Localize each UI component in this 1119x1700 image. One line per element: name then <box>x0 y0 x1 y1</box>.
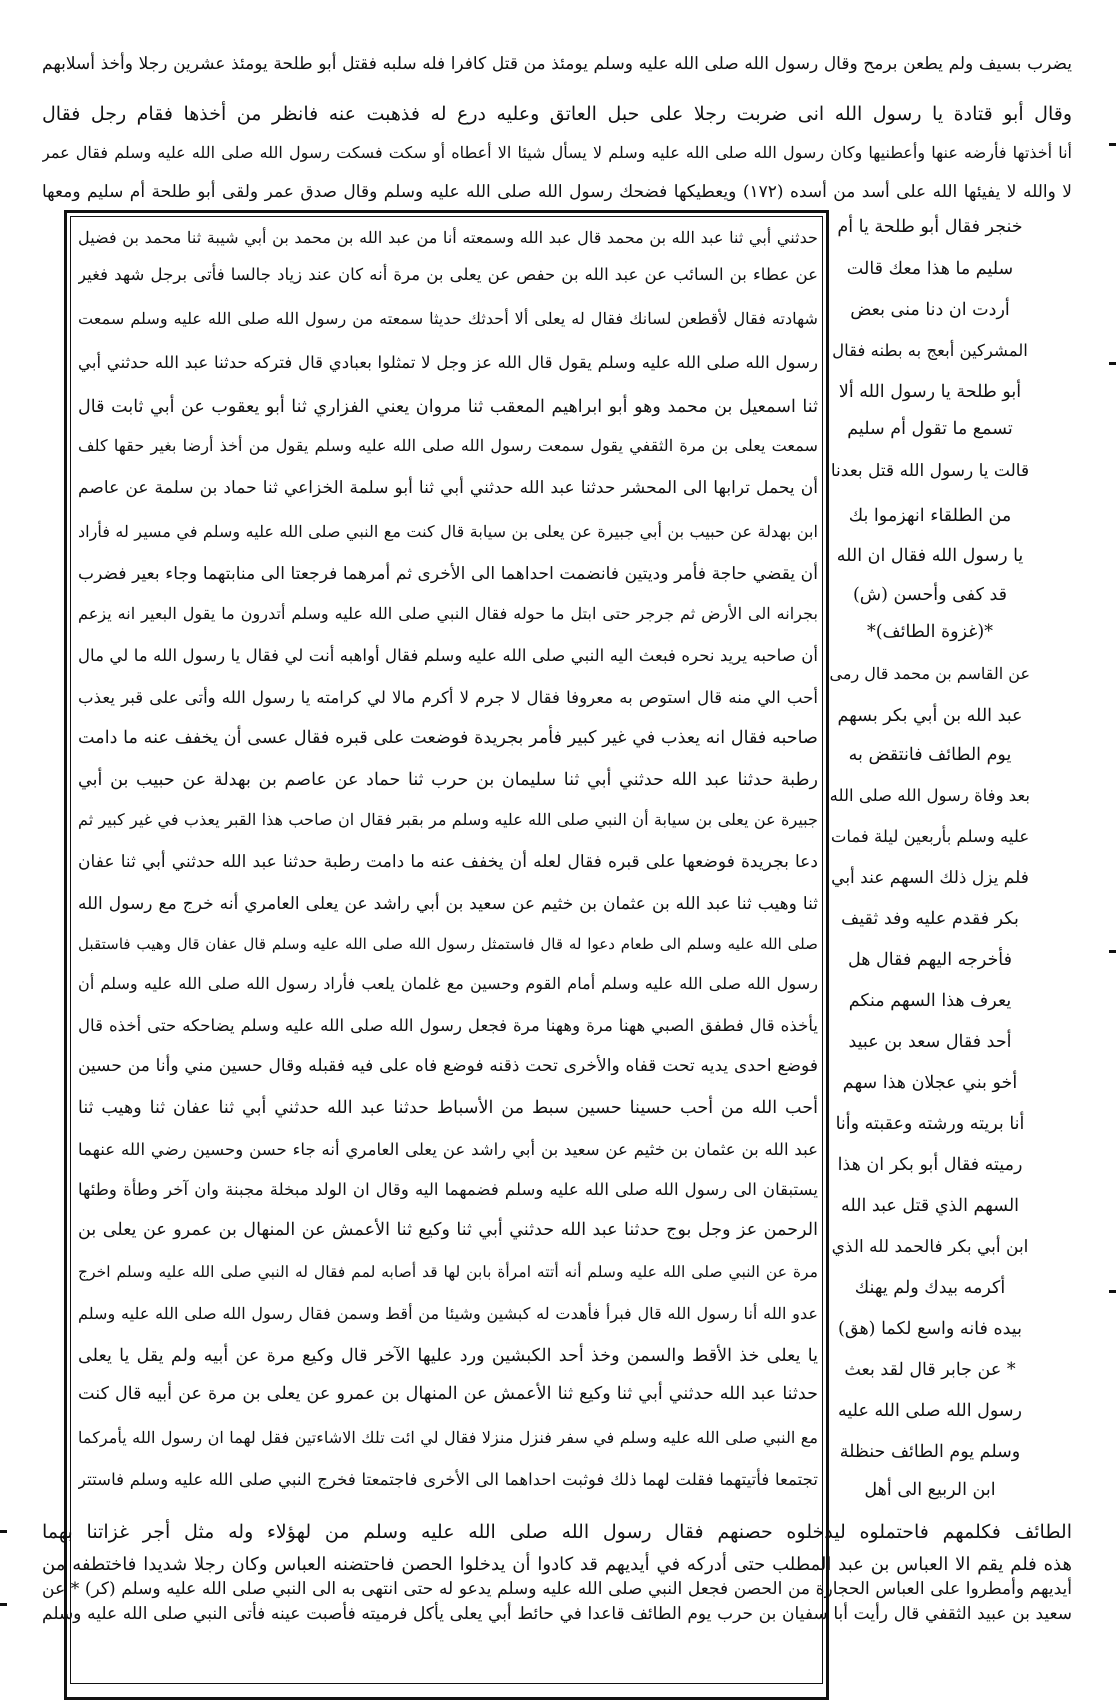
main-line: عدو الله أنا رسول الله قال فبرأ فأهدت له كبشين وشيئا من أقط وسمن فقال رسول الله صلى الله عليه وسلم <box>78 1304 818 1323</box>
main-line: رطبة حدثنا عبد الله حدثني أبي ثنا سليمان بن حرب ثنا حماد عن عاصم بن بهدلة عن حبيب بن أبي <box>78 770 818 790</box>
main-line: ابن بهدلة عن حبيب بن أبي جبيرة عن يعلى بن سيابة قال كنت مع النبي صلى الله عليه وسلم في مسير له فأراد <box>78 522 818 541</box>
main-line: يا يعلى خذ الأقط والسمن وخذ أحد الكبشين ورد عليها الآخر قال وكيع مرة عن أبيه ولم يقل يا يعلى <box>78 1346 818 1366</box>
main-line: ثنا اسمعيل بن محمد وهو أبو ابراهيم المعقب ثنا مروان يعني الفزاري ثنا أبو يعقوب عن أبي ثابت قال <box>78 397 818 417</box>
margin-line: وسلم يوم الطائف حنظلة <box>839 1442 1021 1462</box>
scan-edge-mark <box>1109 143 1116 146</box>
main-line: أن صاحبه يريد نحره فبعث اليه النبي صلى الله عليه وسلم فقال أواهبه أنت لي فقال يا رسول الله ما لي مال <box>78 646 818 665</box>
main-line: سمعت يعلى بن مرة الثقفي يقول سمعت رسول الله صلى الله عليه وسلم يقول من أخذ أرضا بغير حقها كلف <box>78 436 818 455</box>
top-line: يضرب بسيف ولم يطعن برمح وقال رسول الله صلى الله عليه وسلم يومئذ من قتل كافرا فله سلبه فقتل أبو طلحة يومئذ عشرين رجلا وأخذ أسلابهم <box>42 54 1072 74</box>
main-line: رسول الله صلى الله عليه وسلم يقول قال الله عز وجل لا تمثلوا بعبادي قال فتركه حدثنا عبد الله حدثني أبي <box>78 353 818 372</box>
margin-line: قد كفى وأحسن (ش) <box>852 585 1008 605</box>
bottom-line: سعيد بن عبيد الثقفي قال رأيت أبا سفيان بن حرب يوم الطائف قاعدا في حائط أبي يعلى يأكل فرميته فأصبت عينه فأتى النبي صلى الله عليه وسلم <box>42 1604 1072 1624</box>
main-line: صلى الله عليه وسلم الى طعام دعوا له قال فاستمثل رسول الله صلى الله عليه وسلم قال عفان قال وهيب فاستقبل <box>78 935 818 953</box>
section-heading: *(غزوة الطائف)* <box>866 622 993 642</box>
main-line: يستبقان الى رسول الله صلى الله عليه وسلم فضمهما اليه وقال ان الولد مبخلة مجبنة وان آخر وطأة وطئها <box>78 1180 818 1199</box>
main-line: فوضع احدى يديه تحت قفاه والأخرى تحت ذقنه فوضع فاه على فيه فقبله وقال حسين مني وأنا من حسين <box>78 1056 818 1076</box>
margin-line: بيده فانه واسع لكما (هق) <box>838 1319 1022 1339</box>
main-line: شهادته فقال لأقطعن لسانك فقال له يعلى ألا أحدثك حديثا سمعته من رسول الله صلى الله عليه وسلم سمعت <box>78 309 818 328</box>
margin-line: يا رسول الله فقال ان الله <box>836 546 1024 566</box>
bottom-line: أيديهم وأمطروا على العباس الحجارة من الحصن فجعل النبي صلى الله عليه وسلم يدعو له حتى انتهى به الى النبي صلى الله عليه وسلم (كر) * عن <box>42 1579 1072 1599</box>
main-line: بجرانه الى الأرض ثم جرجر حتى ابتل ما حوله فقال النبي صلى الله عليه وسلم أتدرون ما يقول البعير انه يزعم <box>78 604 818 623</box>
main-line: عبد الله بن عثمان بن خثيم عن سعيد بن أبي راشد عن يعلى العامري أنه جاء حسن وحسين رضي الله عنهما <box>78 1140 818 1159</box>
main-line: الرحمن عز وجل بوج حدثنا عبد الله حدثني أبي ثنا وكيع ثنا الأعمش عن المنهال بن عمرو عن يعلى بن <box>78 1220 818 1240</box>
scan-edge-mark <box>1109 362 1116 365</box>
main-line: رسول الله صلى الله عليه وسلم أمام القوم وحسين مع غلمان يلعب فأراد رسول الله صلى الله عليه وسلم أن <box>78 974 818 993</box>
margin-line: فلم يزل ذلك السهم عند أبي <box>831 868 1029 888</box>
margin-line: أحد فقال سعد بن عبيد <box>848 1032 1012 1052</box>
margin-line: خنجر فقال أبو طلحة يا أم <box>837 217 1023 237</box>
margin-line: أنا بريته ورشته وعقبته وأنا <box>835 1114 1025 1134</box>
main-line: أحب الله من أحب حسينا حسين سبط من الأسباط حدثنا عبد الله حدثني أبي ثنا عفان ثنا وهيب ثنا <box>78 1098 818 1118</box>
margin-line: يعرف هذا السهم منكم <box>848 991 1012 1011</box>
margin-line: فأخرجه اليهم فقال هل <box>848 950 1012 970</box>
margin-line: سليم ما هذا معك قالت <box>846 259 1014 279</box>
margin-line: من الطلقاء انهزموا بك <box>848 506 1012 526</box>
margin-line: عن القاسم بن محمد قال رمى <box>830 664 1030 683</box>
margin-line: أردت ان دنا منى بعض <box>850 300 1010 320</box>
margin-line: تسمع ما تقول أم سليم <box>847 419 1013 439</box>
margin-line: رميته فقال أبو بكر ان هذا <box>837 1155 1023 1175</box>
main-line: مرة عن النبي صلى الله عليه وسلم أنه أتته امرأة بابن لها قد أصابه لمم فقال له النبي صلى الله عليه وسلم اخرج <box>78 1263 818 1281</box>
margin-line: قالت يا رسول الله قتل بعدنا <box>830 461 1030 481</box>
margin-line: عليه وسلم بأربعين ليلة فمات <box>830 827 1030 846</box>
main-line: أحب الي منه قال استوص به معروفا فقال لا جرم لا أكرم مالا لي كرامته يا رسول الله وأتى على قبر يعذب <box>78 688 818 707</box>
top-line: وقال أبو قتادة يا رسول الله انى ضربت رجلا على حبل العاتق وعليه درع له فذهبت عنه فانظر من أخذها فقام رجل فقال <box>42 103 1072 125</box>
margin-line: * عن جابر قال لقد بعث <box>844 1360 1016 1380</box>
main-line: صاحبه فقال انه يعذب في غير كبير فأمر بجريدة فوضعت على قبره فقال عسى أن يخفف عنه ما دامت <box>78 728 818 748</box>
main-line: حدثنا عبد الله حدثني أبي ثنا وكيع ثنا الأعمش عن المنهال بن عمرو عن يعلى بن مرة عن أبيه قال كنت <box>78 1384 818 1404</box>
scan-edge-mark <box>0 1603 7 1606</box>
main-line: تجتمعا فأتيتهما فقلت لهما ذلك فوثبت احداهما الى الأخرى فاجتمعتا فخرج النبي صلى الله عليه وسلم فاستتر <box>78 1470 818 1489</box>
margin-line: السهم الذي قتل عبد الله <box>840 1196 1020 1216</box>
top-line: أنا أخذتها فأرضه عنها وأعطنيها وكان رسول الله صلى الله عليه وسلم لا يسأل شيئا الا أعطاه أو سكت فسكت رسول الله صلى الله عليه وسلم فقال عمر <box>42 143 1072 162</box>
main-line: يأخذه قال فطفق الصبي ههنا مرة وههنا مرة فجعل رسول الله صلى الله عليه وسلم يضاحكه حتى أخذه قال <box>78 1016 818 1035</box>
scan-edge-mark <box>1109 950 1116 953</box>
top-line: لا والله لا يفيئها الله على أسد من أسده (١٧٢) ويعطيكها فضحك رسول الله صلى الله عليه وسلم وقال صدق عمر ولقى أبو طلحة أم سليم ومعها <box>42 182 1072 202</box>
margin-line: رسول الله صلى الله عليه <box>838 1401 1022 1421</box>
margin-line: عبد الله بن أبي بكر بسهم <box>837 706 1023 726</box>
main-line: عن عطاء بن السائب عن عبد الله بن حفص عن يعلى بن مرة أنه كان عند زياد جالسا فأتى برجل شهد فغير <box>78 265 818 284</box>
scan-edge-mark <box>0 1530 7 1533</box>
main-line: مع النبي صلى الله عليه وسلم في سفر فنزل منزلا فقال لي ائت تلك الاشاءتين فقل لهما ان رسول الله يأمركما <box>78 1428 818 1447</box>
bottom-line: هذه فلم يقم الا العباس بن عبد المطلب حتى أدركه في أيديهم قد كادوا أن يدخلوا الحصن فاحتضنه العباس وكان رجلا شديدا فاختطفه من <box>42 1554 1072 1575</box>
margin-line: بكر فقدم عليه وفد ثقيف <box>841 909 1019 929</box>
margin-line: أخو بني عجلان هذا سهم <box>842 1073 1018 1093</box>
main-line: أن يقضي حاجة فأمر وديتين فانضمت احداهما الى الأخرى ثم أمرهما فرجعتا الى منابتهما وجاء بعير فضرب <box>78 564 818 584</box>
main-line: أن يحمل ترابها الى المحشر حدثنا عبد الله حدثني أبي ثنا أبو سلمة الخزاعي ثنا حماد بن سلمة عن عاصم <box>78 478 818 498</box>
scan-edge-mark <box>1109 1290 1116 1293</box>
main-line: ثنا وهيب ثنا عبد الله بن عثمان بن خثيم عن سعيد بن أبي راشد عن يعلى العامري أنه خرج مع رسول الله <box>78 894 818 914</box>
margin-line: أكرمه بيدك ولم يهنك <box>854 1278 1006 1298</box>
margin-line: ابن الربيع الى أهل <box>864 1480 996 1500</box>
margin-line: بعد وفاة رسول الله صلى الله <box>830 786 1030 805</box>
margin-line: ابن أبي بكر فالحمد لله الذي <box>831 1237 1029 1257</box>
margin-line: المشركين أبعج به بطنه فقال <box>832 341 1028 360</box>
margin-line: أبو طلحة يا رسول الله ألا <box>838 382 1022 402</box>
bottom-line: الطائف فكلمهم فاحتملوه ليدخلوه حصنهم فقال رسول الله صلى الله عليه وسلم من لهؤلاء وله مثل أجر غزاتنا بهما <box>42 1521 1072 1543</box>
margin-line: يوم الطائف فانتقض به <box>848 745 1012 765</box>
main-line: جبيرة عن يعلى بن سيابة أن النبي صلى الله عليه وسلم مر بقبر فقال ان صاحب هذا القبر يعذب في غير كبير ثم <box>78 810 818 829</box>
main-line: حدثني أبي ثنا عبد الله بن محمد قال عبد الله وسمعته أنا من عبد الله بن محمد بن أبي شيبة ثنا محمد بن فضيل <box>78 228 818 247</box>
main-line: دعا بجريدة فوضعها على قبره فقال لعله أن يخفف عنه ما دامت رطبة حدثنا عبد الله حدثني أبي ثنا عفان <box>78 852 818 872</box>
